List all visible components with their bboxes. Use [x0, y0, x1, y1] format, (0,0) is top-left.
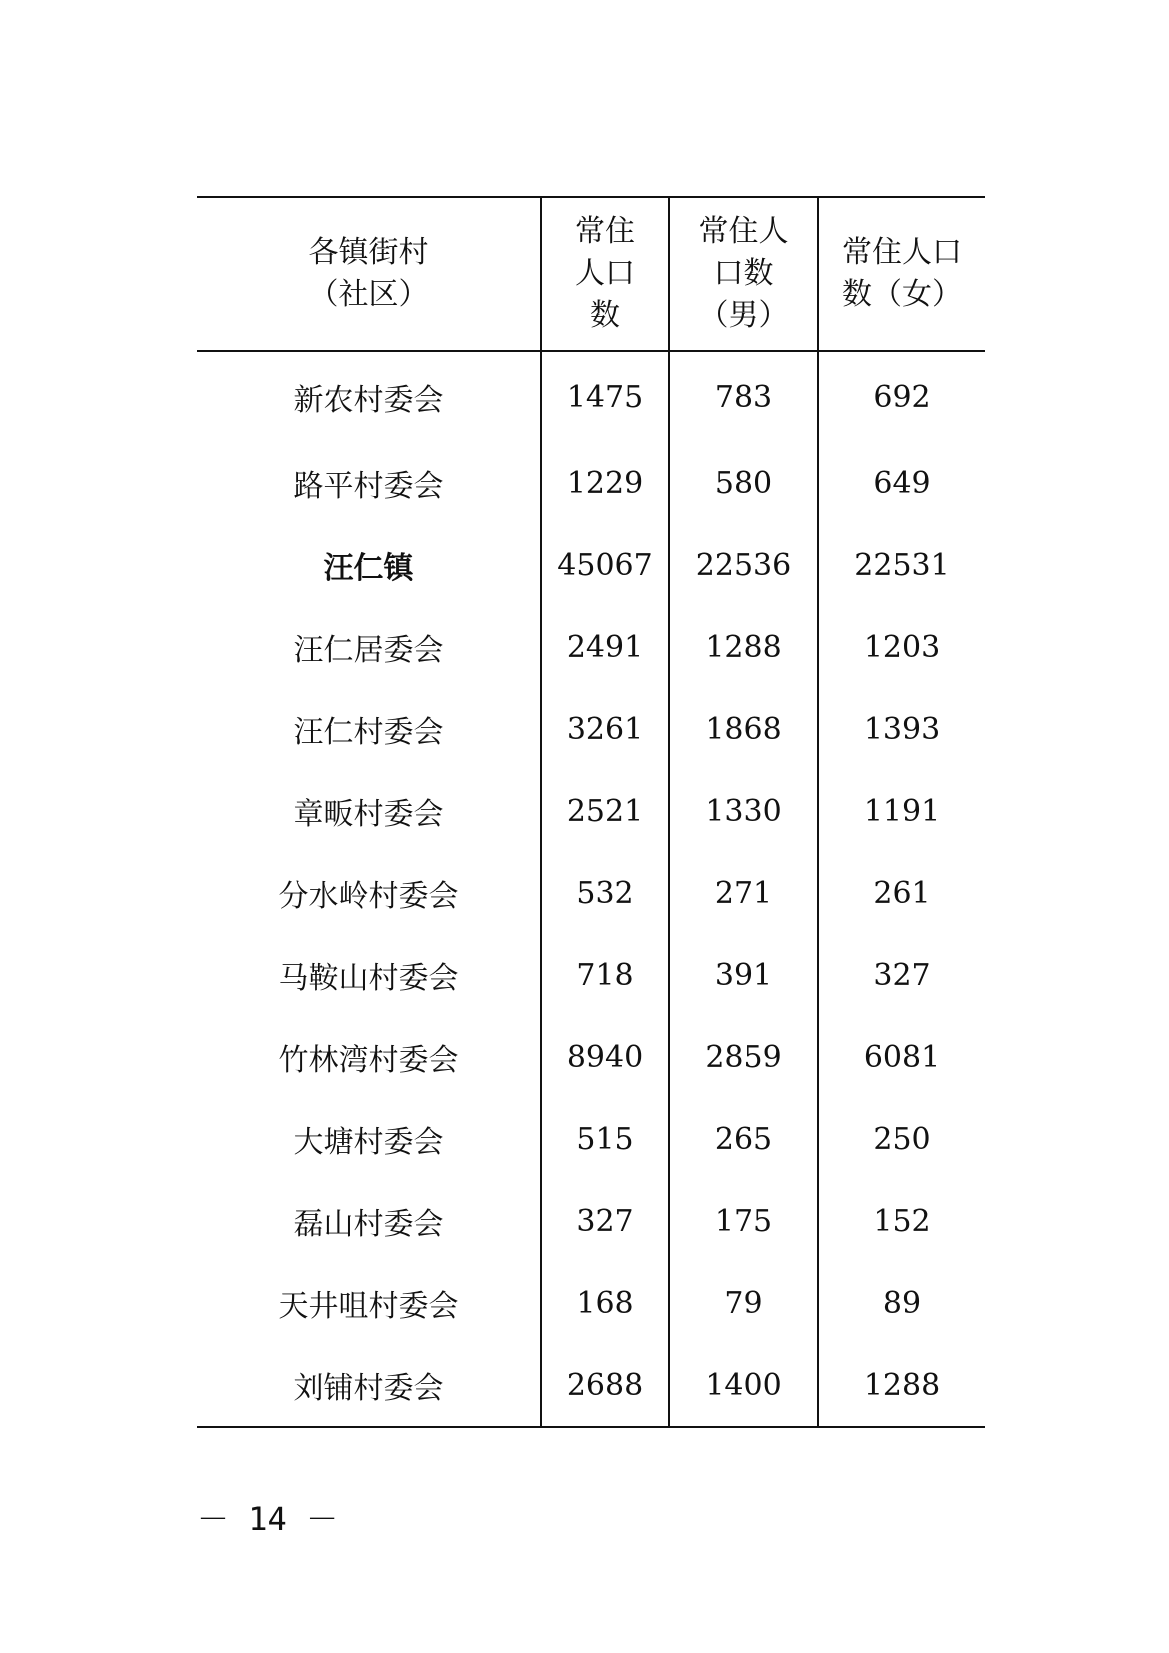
total-cell: 718: [541, 934, 669, 1016]
total-cell: 1229: [541, 442, 669, 524]
name-cell: 汪仁村委会: [293, 715, 444, 750]
female-cell: 649: [818, 442, 985, 524]
total-cell: 2491: [541, 606, 669, 688]
name-cell: 汪仁镇: [323, 551, 414, 586]
male-cell: 265: [669, 1098, 818, 1180]
total-cell: 45067: [541, 524, 669, 606]
male-cell: 1400: [669, 1344, 818, 1427]
name-cell: 马鞍山村委会: [278, 961, 459, 996]
table-row: [197, 1344, 985, 1427]
male-cell: 79: [669, 1262, 818, 1344]
name-cell: 竹林湾村委会: [278, 1043, 459, 1078]
total-cell: 2688: [541, 1344, 669, 1427]
population-table: [197, 196, 985, 1428]
name-cell: 章畈村委会: [293, 797, 444, 832]
male-cell: 2859: [669, 1016, 818, 1098]
male-cell: 1868: [669, 688, 818, 770]
header-town-village: 各镇街村 （社区）: [197, 197, 541, 351]
table-row: [197, 1016, 985, 1098]
total-cell: 2521: [541, 770, 669, 852]
female-cell: 1191: [818, 770, 985, 852]
header-female-population: 常住人口 数（女）: [818, 197, 985, 351]
female-cell: 89: [818, 1262, 985, 1344]
female-cell: 1288: [818, 1344, 985, 1427]
male-cell: 22536: [669, 524, 818, 606]
page-number: － 14 －: [197, 1500, 339, 1538]
table-row: [197, 688, 985, 770]
total-cell: 3261: [541, 688, 669, 770]
name-cell: 大塘村委会: [293, 1125, 444, 1160]
table-header: [197, 197, 985, 351]
table-row: [197, 442, 985, 524]
table-row: [197, 524, 985, 606]
name-cell: 路平村委会: [293, 469, 444, 504]
header-male-population: 常住人 口数 （男）: [669, 197, 818, 351]
table-row: [197, 1180, 985, 1262]
total-cell: 515: [541, 1098, 669, 1180]
total-cell: 532: [541, 852, 669, 934]
total-cell: 8940: [541, 1016, 669, 1098]
female-cell: 1393: [818, 688, 985, 770]
female-cell: 1203: [818, 606, 985, 688]
name-cell: 磊山村委会: [293, 1207, 444, 1242]
table-row: [197, 1262, 985, 1344]
female-cell: 261: [818, 852, 985, 934]
male-cell: 580: [669, 442, 818, 524]
table-row: [197, 852, 985, 934]
total-cell: 1475: [541, 351, 669, 442]
male-cell: 175: [669, 1180, 818, 1262]
male-cell: 391: [669, 934, 818, 1016]
female-cell: 327: [818, 934, 985, 1016]
male-cell: 1330: [669, 770, 818, 852]
male-cell: 783: [669, 351, 818, 442]
header-resident-population: 常住 人口 数: [541, 197, 669, 351]
total-cell: 168: [541, 1262, 669, 1344]
female-cell: 692: [818, 351, 985, 442]
female-cell: 250: [818, 1098, 985, 1180]
name-cell: 天井咀村委会: [278, 1289, 459, 1324]
female-cell: 152: [818, 1180, 985, 1262]
table-row: [197, 934, 985, 1016]
table-row: [197, 1098, 985, 1180]
table-row: [197, 351, 985, 442]
male-cell: 271: [669, 852, 818, 934]
name-cell: 分水岭村委会: [278, 879, 459, 914]
name-cell: 新农村委会: [293, 383, 444, 418]
table-body: [197, 351, 985, 1427]
table-row: [197, 606, 985, 688]
male-cell: 1288: [669, 606, 818, 688]
header-row: [197, 197, 985, 351]
total-cell: 327: [541, 1180, 669, 1262]
name-cell: 汪仁居委会: [293, 633, 444, 668]
name-cell: 刘铺村委会: [197, 1344, 541, 1427]
female-cell: 6081: [818, 1016, 985, 1098]
female-cell: 22531: [818, 524, 985, 606]
table-row: [197, 770, 985, 852]
